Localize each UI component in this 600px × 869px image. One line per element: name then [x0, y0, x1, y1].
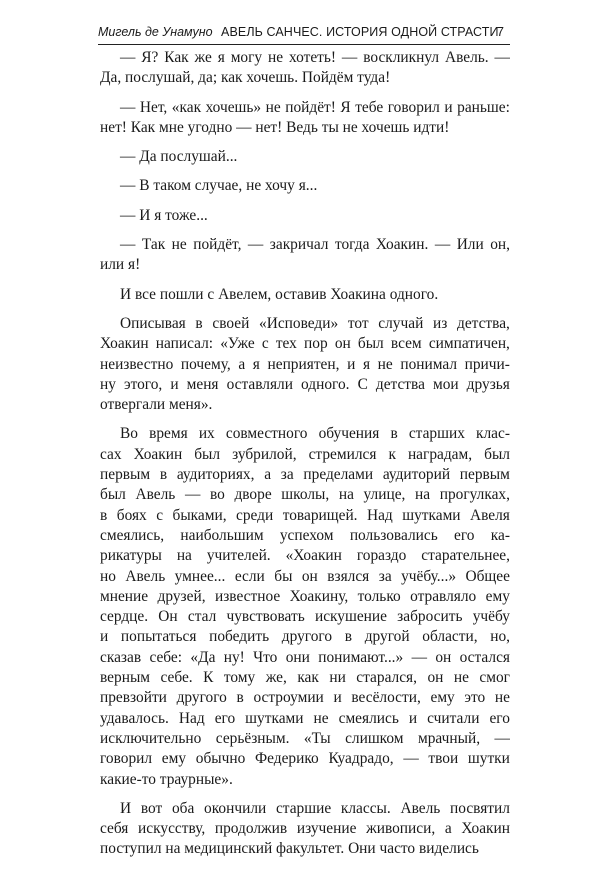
text-line: неизвестно почему, а я неприятен, и я не понимал причи- [100, 355, 510, 373]
text-line: — Да послушай... [120, 148, 238, 166]
paragraph [100, 98, 510, 139]
paragraph [100, 206, 510, 226]
text-line: мнение друзей, известное Хоакину, только отравляло ему [100, 587, 510, 605]
text-line: и попытаться победить другого в другой области, но, [100, 628, 510, 646]
paragraph [100, 176, 510, 196]
text-line: был Авель — во дворе школы, на улице, на прогулках, [100, 486, 510, 504]
text-line: или я! [100, 256, 141, 274]
text-line: но Авель умнее... если бы он взялся за учёбу...» Общее [100, 567, 510, 585]
paragraph [100, 799, 510, 860]
paragraph [100, 235, 510, 276]
text-line: сердце. Он стал чувствовать искушение забросить учёбу [100, 608, 510, 626]
text-line: какие-то траурные». [100, 770, 233, 788]
text-line: — Так не пойдёт, — закричал тогда Хоакин. — Или он, [120, 236, 510, 254]
text-line: Да, послушай, да; как хочешь. Пойдём туда! [100, 69, 391, 87]
running-header [98, 20, 510, 45]
text-line: Во время их совместного обучения в старших клас- [120, 425, 510, 443]
text-line: И все пошли с Авелем, оставив Хоакина одного. [120, 285, 439, 303]
text-line: И вот оба окончили старшие классы. Авель посвятил [120, 799, 510, 817]
text-line: Описывая в своей «Исповеди» тот случай из детства, [120, 314, 510, 332]
paragraph [100, 48, 510, 89]
text-line: верным себе. К тому же, как ни старался, он не смог [100, 669, 510, 687]
text-line: — Я? Как же я могу не хотеть! — воскликнул Авель. — [120, 49, 510, 66]
text-line: смеялись, наибольшим успехом пользовались его ка- [100, 526, 510, 544]
text-line: первым в аудиториях, а за пределами аудиторий первым [100, 466, 510, 484]
header-author: Мигель де Унамуно [98, 25, 213, 39]
paragraph [100, 314, 510, 415]
paragraph [100, 424, 510, 789]
text-line: нет! Как мне угодно — нет! Ведь ты не хочешь идти! [100, 118, 450, 136]
text-line: удавалось. Над его шутками не смеялись и считали его [100, 709, 510, 727]
paragraph [100, 285, 510, 305]
text-line: превзойти другого в остроумии и весёлости, ему это не [100, 689, 510, 707]
text-line: Хоакин написал: «Уже с тех пор он был всем симпатичен, [100, 335, 510, 353]
text-line: рикатуры на учителей. «Хоакин гораздо старательнее, [100, 547, 510, 565]
text-line: сах Хоакин был зубрилой, стремился к наградам, был [100, 445, 510, 463]
body-text [100, 48, 510, 869]
text-line: — Нет, «как хочешь» не пойдёт! Я тебе говорил и раньше: [120, 98, 510, 116]
text-line: ну этого, и меня оставляли одного. С детства мои друзья [100, 375, 510, 393]
text-line: исключительно серьёзным. «Ты слишком мрачный, — [100, 729, 510, 747]
paragraph [100, 147, 510, 167]
text-line: — И я тоже... [120, 206, 208, 224]
text-line: сказав себе: «Да ну! Что они понимают...» — он остался [100, 648, 510, 666]
text-line: поступил на медицинский факультет. Они часто виделись [100, 840, 479, 858]
text-line: в боях с быками, среди товарищей. Над шутками Авеля [100, 506, 510, 524]
text-line: — В таком случае, не хочу я... [120, 177, 318, 195]
text-line: себя искусству, продолжив изучение живописи, а Хоакин [100, 820, 510, 838]
page-number: 7 [496, 24, 504, 39]
header-title: АВЕЛЬ САНЧЕС. ИСТОРИЯ ОДНОЙ СТРАСТИ [221, 25, 499, 39]
text-line: отвергали меня». [100, 396, 213, 414]
text-line: говорил ему обычно Федерико Куадрадо, — твои шутки [100, 750, 510, 768]
